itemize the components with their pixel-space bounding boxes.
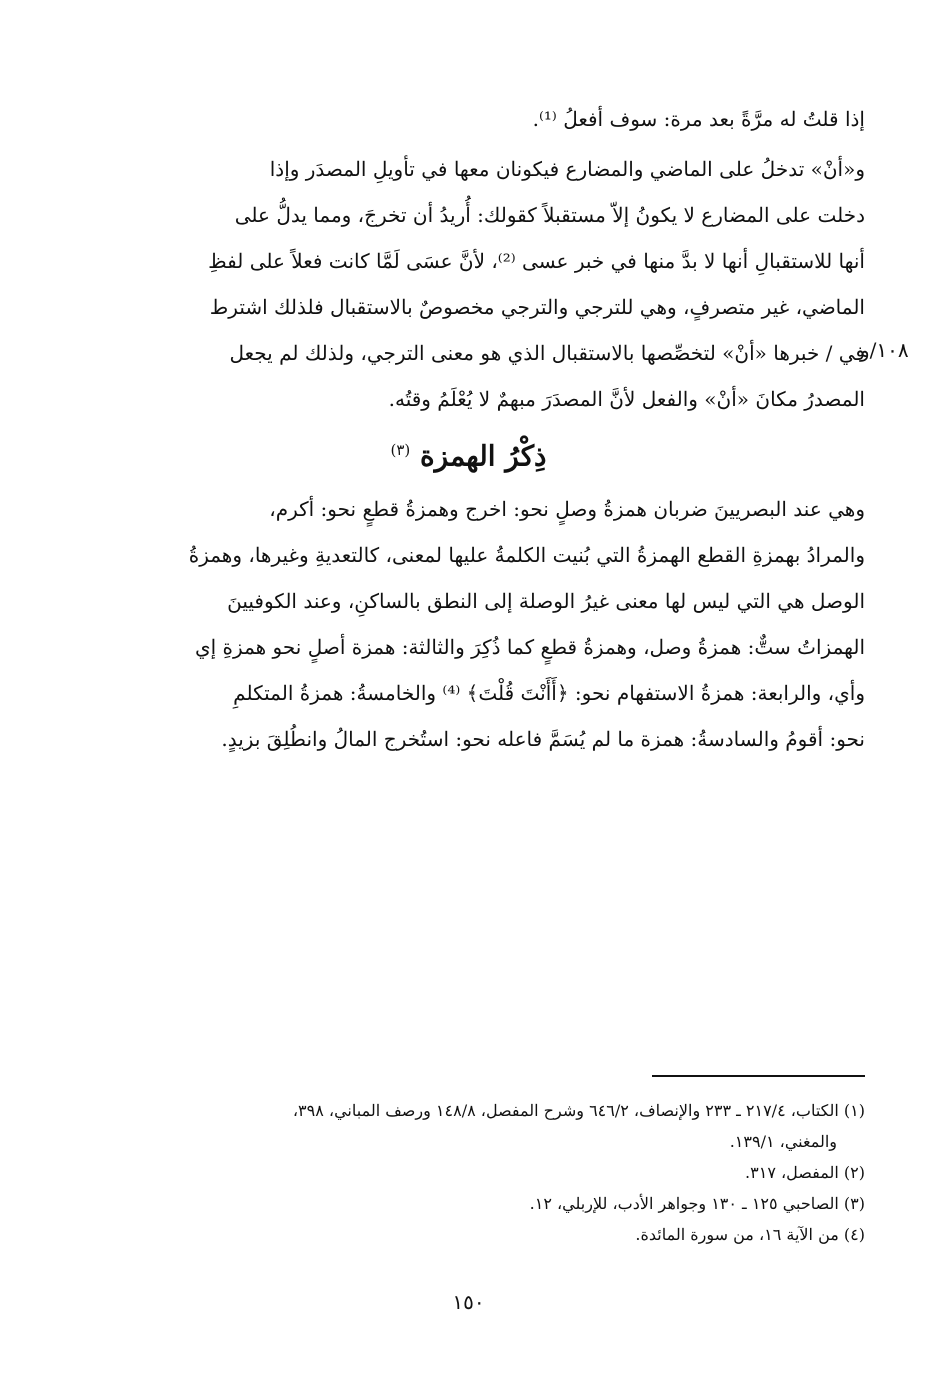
- heading-text: ذِكْرُ الهمزة: [420, 439, 547, 473]
- text-line: المصدرُ مكانَ «أنْ» والفعل لأنَّ المصدَرَ مبهمٌ لا يُعْلَمُ وقتُه.: [388, 387, 865, 411]
- text-line: في / خبرها «أنْ» لتخصِّصها بالاستقبال الذي هو معنى الترجي، ولذلك لم يجعل: [229, 341, 865, 365]
- page-number: ١٥٠: [452, 1290, 485, 1314]
- text-line: أنها للاستقبالِ أنها لا بدَّ منها في خبر عسى ⁽²⁾، لأنَّ عسَى لَمَّا كانت فعلاً على لفظِ: [208, 249, 865, 273]
- text-line: والمرادُ بهمزةِ القطع الهمزةُ التي بُنيت الكلمةُ عليها لمعنى، كالتعديةِ وغيرها، وهمزةُ: [188, 543, 865, 567]
- intro-line: [95, 96, 865, 142]
- paragraph-an: [95, 146, 865, 422]
- text-line: و«أنْ» تدخلُ على الماضي والمضارع فيكونان معها في تأويلِ المصدَر وإذا: [269, 157, 865, 181]
- footnote-line: والمغني، ١٣٩/١.: [729, 1132, 837, 1151]
- footnotes: [95, 1095, 865, 1250]
- footnote-line: (١) الكتاب، ٢١٧/٤ ـ ٢٣٣ والإنصاف، ٦٤٦/٢ وشرح المفصل، ١٤٨/٨ ورصف المباني، ٣٩٨،: [292, 1101, 865, 1120]
- text-line: وأي، والرابعة: همزةُ الاستفهام نحو: ﴿أَأَنْتَ قُلْتَ﴾ ⁽⁴⁾ والخامسةُ: همزةُ المتكلمِ: [233, 681, 865, 705]
- margin-folio-reference: ١٠٨/و: [860, 338, 909, 362]
- text-line: دخلت على المضارع لا يكونُ إلاّ مستقبلاً كقولك: أُريدُ أن تخرجَ، ومما يدلُّ على: [234, 203, 865, 227]
- text-line: الماضي، غير متصرفٍ، وهي للترجي والترجي مخصوصٌ بالاستقبال فلذلك اشترط: [209, 295, 865, 319]
- section-heading: [0, 425, 937, 481]
- footnote-line: (٣) الصاحبي ١٢٥ ـ ١٣٠ وجواهر الأدب، للإربلي، ١٢.: [529, 1194, 865, 1213]
- text-line: نحو: أقومُ والسادسةُ: همزة ما لم يُسَمَّ فاعله نحو: استُخرج المالُ وانطُلِقَ بزيدٍ.: [221, 727, 865, 751]
- text-line: وهي عند البصريينَ ضربان همزةُ وصلٍ نحو: اخرج وهمزةُ قطعٍ نحو: أكرم،: [269, 497, 865, 521]
- text-line: الهمزاتُ ستٌّ: همزةُ وصل، وهمزةُ قطعٍ كما ذُكِرَ والثالثة: همزة أصلٍ نحو همزةِ إي: [194, 635, 865, 659]
- text-line: الوصل هي التي ليس لها معنى غيرُ الوصلة إلى النطق بالساكنِ، وعند الكوفيينَ: [227, 589, 865, 613]
- footnote-line: (٢) المفصل، ٣١٧.: [745, 1163, 865, 1182]
- text-line: إذا قلتُ له مرَّةً بعد مرة: سوف أفعلُ ⁽¹⁾.: [532, 107, 865, 131]
- footnote-separator: [652, 1075, 865, 1077]
- paragraph-hamza: [95, 486, 865, 762]
- footnote-line: (٤) من الآية ١٦، من سورة المائدة.: [635, 1225, 865, 1244]
- heading-footnote-mark: (٣): [390, 441, 411, 459]
